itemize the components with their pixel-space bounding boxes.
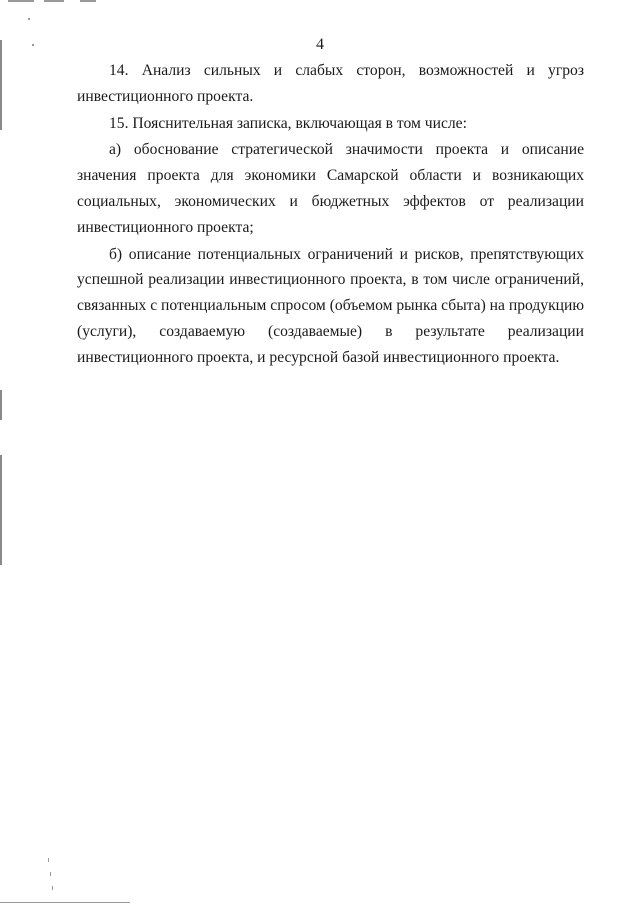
- scan-dot: [48, 858, 49, 862]
- scan-edge-line: [0, 455, 2, 565]
- page-number: 4: [316, 36, 324, 53]
- paragraph-14: 14. Анализ сильных и слабых сторон, возможностей и угроз инвестиционного проекта.: [77, 62, 584, 105]
- scan-mark: [44, 0, 64, 2]
- scan-mark: [8, 0, 34, 2]
- scan-edge-line: [0, 390, 2, 420]
- paragraph-15b: б) описание потенциальных ограничений и рисков, препятствующих успешной реализации инвестиционного проекта, в том числе ограничений, связанных с потенциальным спросом (объемом рынка сбыта) на продукцию (услуги), создаваемую (создаваемые) в результате реализации инвестиционного проекта, и ресурсной базой инвестиционного проекта.: [77, 245, 584, 366]
- scan-dot: [50, 872, 51, 876]
- scan-dot: [28, 18, 30, 20]
- paragraph-15: 15. Пояснительная записка, включающая в том числе:: [109, 114, 467, 132]
- scan-dot: [52, 886, 53, 890]
- scan-bottom-line: [0, 902, 130, 903]
- paragraph-15a: а) обоснование стратегической значимости проекта и описание значения проекта для экономики Самарской области и возникающих социальных, экономических и бюджетных эффектов от реализации инвестиционного проекта;: [77, 141, 584, 236]
- document-body: [77, 58, 584, 372]
- scan-mark: [80, 0, 96, 2]
